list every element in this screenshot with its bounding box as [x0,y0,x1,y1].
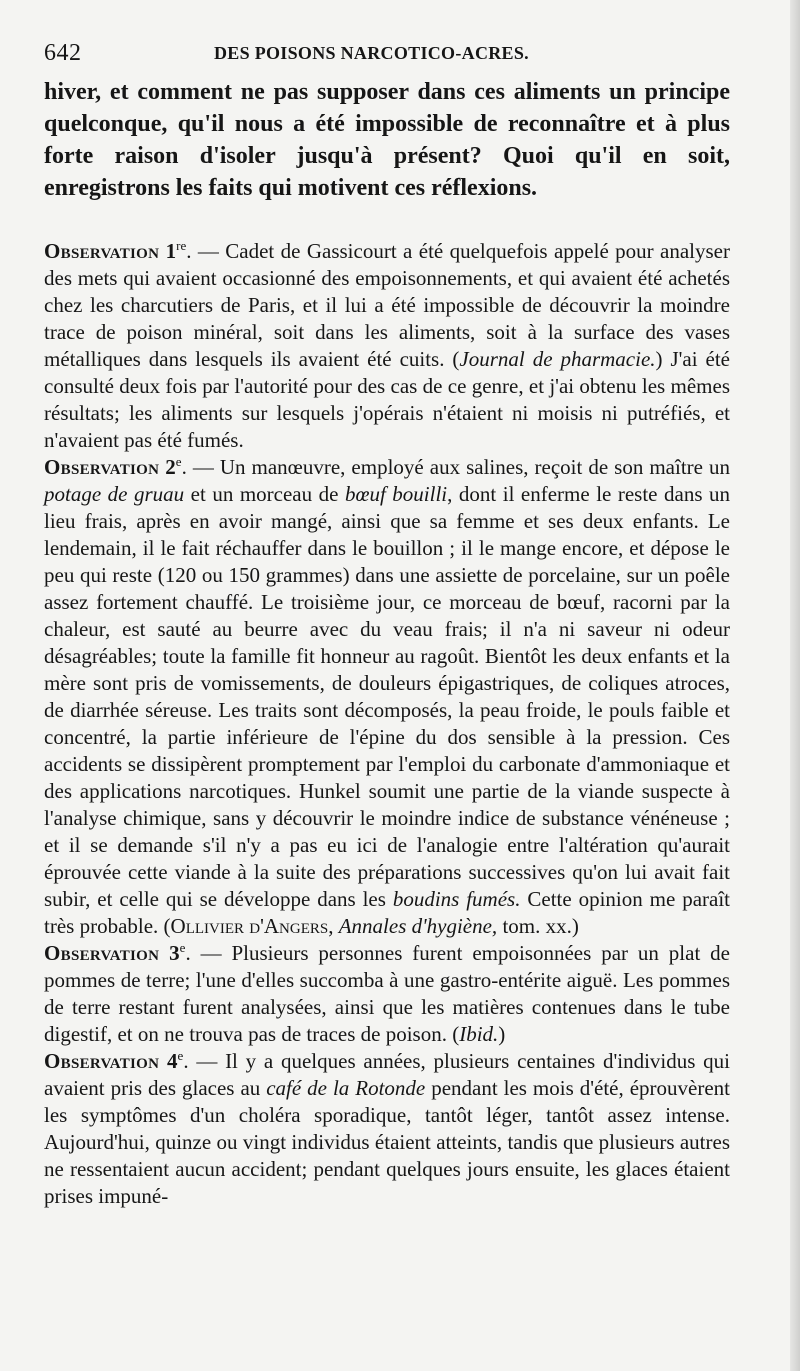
emphasis: café de la Rotonde [266,1076,426,1100]
observation-text: . — Cadet de Gassicourt a été quelquefois appelé pour analyser des mets qui avaient occasionné des empoisonnements, et qui avaient été achetés chez les charcutiers de Paris, et il lui a été impossible de découvrir la moindre trace de poison minéral, soit dans les aliments, soit à la surface des vases métalliques dans lesquels ils avaient été cuits. ( [44,239,730,371]
source-citation: Ibid. [459,1022,499,1046]
running-title: DES POISONS NARCOTICO-ACRES. [214,43,529,63]
author-name: Ollivier d'Angers [170,914,329,938]
observation-text: pendant les mois d'été, éprouvèrent les symptômes d'un choléra sporadique, tantôt léger, tantôt assez intense. Aujourd'hui, quinze ou vingt individus étaient atteints, tandis que plusieurs autres ne ressentaient aucun accident; pendant quelques jours ensuite, les glaces étaient prises impuné- [44,1076,730,1208]
observation-number: 3 [169,941,180,965]
page-number: 642 [44,40,82,66]
emphasis: boudins fumés. [392,887,521,911]
observation-ordinal: e [177,1048,184,1063]
observation-text: , dont il enferme le reste dans un lieu frais, après en avoir mangé, ainsi que sa femme et ses deux enfants. Le lendemain, il le fait réchauffer dans le bouillon ; il le mange encore, et dépose le peu qui reste (120 ou 150 grammes) dans une assiette de porcelaine, sur un poêle assez fortement chauffé. Le troisième jour, ce morceau de bœuf, racorni par la chaleur, est sauté au beurre avec du veau frais; il n'a ni saveur ni odeur désagréables; toute la famille fit honneur au ragoût. Bientôt les deux enfants et la mère sont pris de vomissements, de douleurs épigastriques, de coliques atroces, de diarrhée séreuse. Les traits sont décomposés, la peau froide, le pouls faible et concentré, la partie inférieure de l'épine du dos sensible à la pression. Ces accidents se dissipèrent promptement par l'emploi du carbonate d'ammoniaque et des applications narcotiques. Hunkel soumit une partie de la viande suspecte à l'analyse chimique, sans y découvrir le moindre indice de substance vénéneuse ; et il se demande s'il n'y a pas eu ici de l'analogie entre l'altération qu'aurait éprouvée cette viande à la suite des préparations successives qu'on lui avait fait subir, et celle qui se développe dans les [44,482,730,911]
observation-text: ) [498,1022,506,1046]
emphasis: bœuf bouilli [344,482,448,506]
observation-text: tom. xx.) [497,914,579,938]
source-citation: Annales d'hygiène, [338,914,498,938]
observation-text: . — Plusieurs personnes furent empoisonnées par un plat de pommes de terre; l'une d'elles succomba à une gastro-entérite aiguë. Les pommes de terre restant furent analysées, ainsi que les matières contenues dans le tube digestif, et on ne trouva pas de traces de poison. ( [44,941,731,1046]
observation-text: ) J'ai été consulté deux fois par l'autorité pour des cas de ce genre, et j'ai obtenu les mêmes résultats; les aliments sur lesquels j'opérais n'étaient ni moisis ni putréfiés, et n'avaient pas été fumés. [44,347,730,452]
emphasis: potage de gruau [44,482,185,506]
page-body [44,76,730,1210]
observation-number: 2 [165,455,176,479]
observation-label: Observation [44,1049,160,1073]
page-spine-shadow [790,0,800,1371]
observation-2 [44,454,730,940]
intro-text: hiver, et comment ne pas supposer dans ces aliments un principe quelconque, qu'il nous a été impossible de reconnaître et à plus forte raison d'isoler jusqu'à présent? Quoi qu'il en soit, enregistrons les faits qui motivent ces réflexions. [44,79,730,201]
observation-label: Observation [44,941,160,965]
observation-ordinal: re [176,238,187,253]
observation-4 [44,1048,730,1210]
observation-ordinal: e [175,454,182,469]
observation-label: Observation [44,455,160,479]
observation-1 [44,238,730,454]
observation-ordinal: e [179,940,186,955]
observation-text: et un morceau de [184,482,345,506]
observation-text: . — Un manœuvre, employé aux salines, reçoit de son maître un [181,455,730,479]
observation-label: Observation [44,239,160,263]
source-citation: Journal de pharmacie. [459,347,656,371]
observation-text: , [328,914,339,938]
observation-number: 1 [165,239,177,263]
observation-number: 4 [167,1049,178,1073]
observation-text: Cette opinion me paraît très probable. ( [44,887,730,938]
intro-paragraph [44,76,730,204]
observation-text: . — Il y a quelques années, plusieurs centaines d'individus qui avaient pris des glaces au [44,1049,731,1100]
observation-3 [44,940,730,1048]
page-header [44,40,734,70]
